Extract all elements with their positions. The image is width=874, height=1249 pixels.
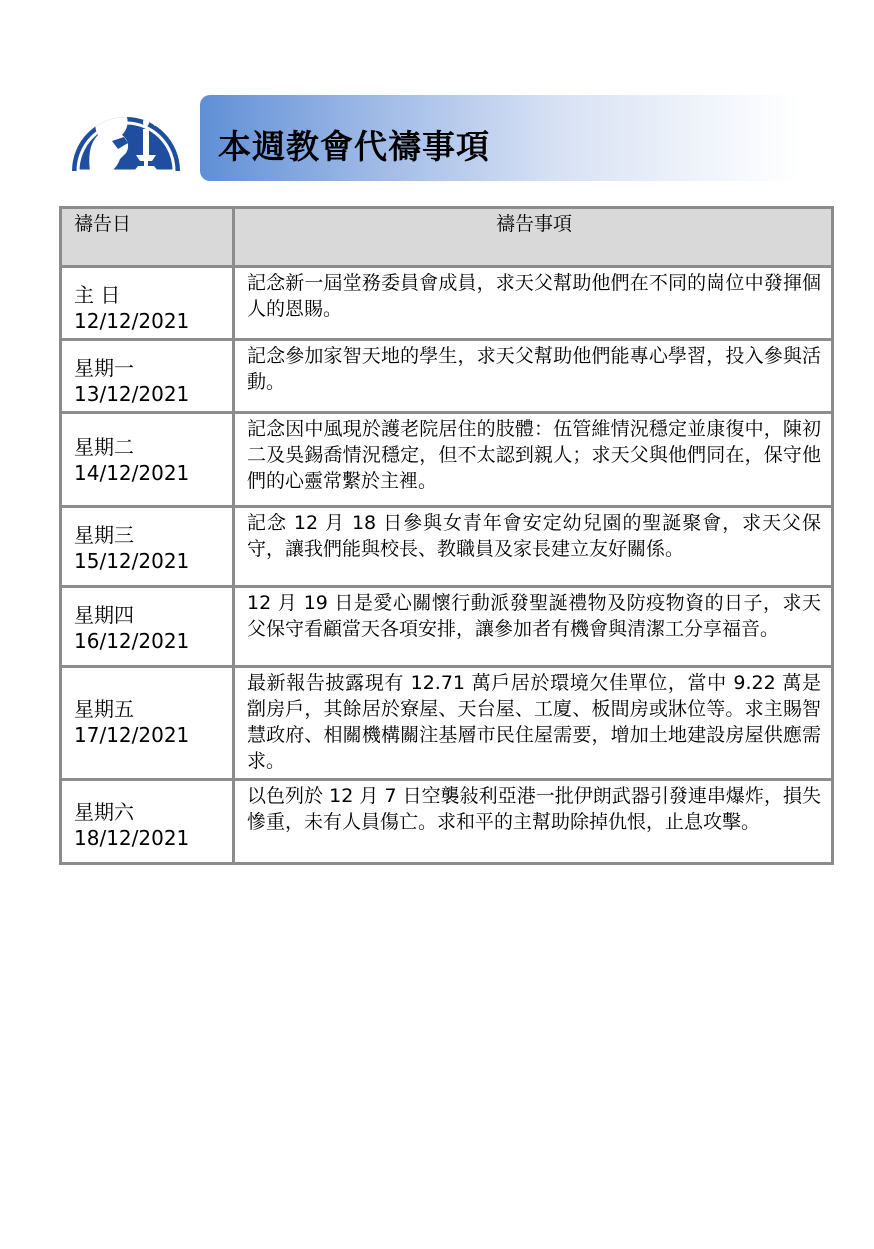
prayer-text: 記念參加家智天地的學生，求天父幫助他們能專心學習，投入參與活動。 [234, 340, 833, 413]
table-row [61, 507, 833, 587]
day-label: 星期六 [74, 800, 134, 824]
day-label: 星期二 [74, 435, 134, 459]
prayer-text: 最新報告披露現有 12.71 萬戶居於環境欠佳單位，當中 9.22 萬是劏房戶，其餘居於寮屋、天台屋、工廈、板間房或牀位等。求主賜智慧政府、相關機構關注基層市民住屋需要，增加土地建設房屋供應需求。 [234, 667, 833, 780]
header-prayer-item: 禱告事項 [234, 208, 833, 267]
prayer-text: 記念新一屆堂務委員會成員，求天父幫助他們在不同的崗位中發揮個人的恩賜。 [234, 267, 833, 340]
page-title: 本週教會代禱事項 [218, 127, 490, 166]
date-cell [61, 780, 234, 864]
day-label: 主 日 [74, 283, 121, 307]
day-label: 星期五 [74, 697, 134, 721]
prayer-text: 記念因中風現於護老院居住的肢體：伍管維情況穩定並康復中，陳初二及吳錫喬情況穩定，但不太認到親人；求天父與他們同在，保守他們的心靈常繫於主裡。 [234, 413, 833, 507]
table-row [61, 667, 833, 780]
day-label: 星期四 [74, 603, 134, 627]
table-row [61, 413, 833, 507]
prayer-text: 12 月 19 日是愛心關懷行動派發聖誕禮物及防疫物資的日子，求天父保守看顧當天各項安排，讓參加者有機會與清潔工分享福音。 [234, 587, 833, 667]
table-row [61, 340, 833, 413]
prayer-table [59, 206, 834, 865]
date-cell [61, 340, 234, 413]
date-label: 13/12/2021 [74, 382, 190, 406]
day-label: 星期一 [74, 356, 134, 380]
date-cell [61, 587, 234, 667]
table-row [61, 267, 833, 340]
header-prayer-day: 禱告日 [61, 208, 234, 267]
date-cell [61, 413, 234, 507]
table-row [61, 780, 833, 864]
title-banner [200, 95, 800, 181]
prayer-text: 以色列於 12 月 7 日空襲敍利亞港一批伊朗武器引發連串爆炸，損失慘重，未有人員傷亡。求和平的主幫助除掉仇恨，止息攻擊。 [234, 780, 833, 864]
date-label: 14/12/2021 [74, 461, 190, 485]
date-label: 16/12/2021 [74, 629, 190, 653]
date-cell [61, 507, 234, 587]
date-label: 17/12/2021 [74, 723, 190, 747]
table-row [61, 587, 833, 667]
date-cell [61, 267, 234, 340]
date-label: 15/12/2021 [74, 549, 190, 573]
date-label: 18/12/2021 [74, 826, 190, 850]
church-logo-icon [68, 85, 184, 175]
day-label: 星期三 [74, 523, 134, 547]
prayer-text: 記念 12 月 18 日參與女青年會安定幼兒園的聖誕聚會，求天父保守，讓我們能與校長、教職員及家長建立友好關係。 [234, 507, 833, 587]
date-label: 12/12/2021 [74, 309, 190, 333]
table-header-row [61, 208, 833, 267]
date-cell [61, 667, 234, 780]
